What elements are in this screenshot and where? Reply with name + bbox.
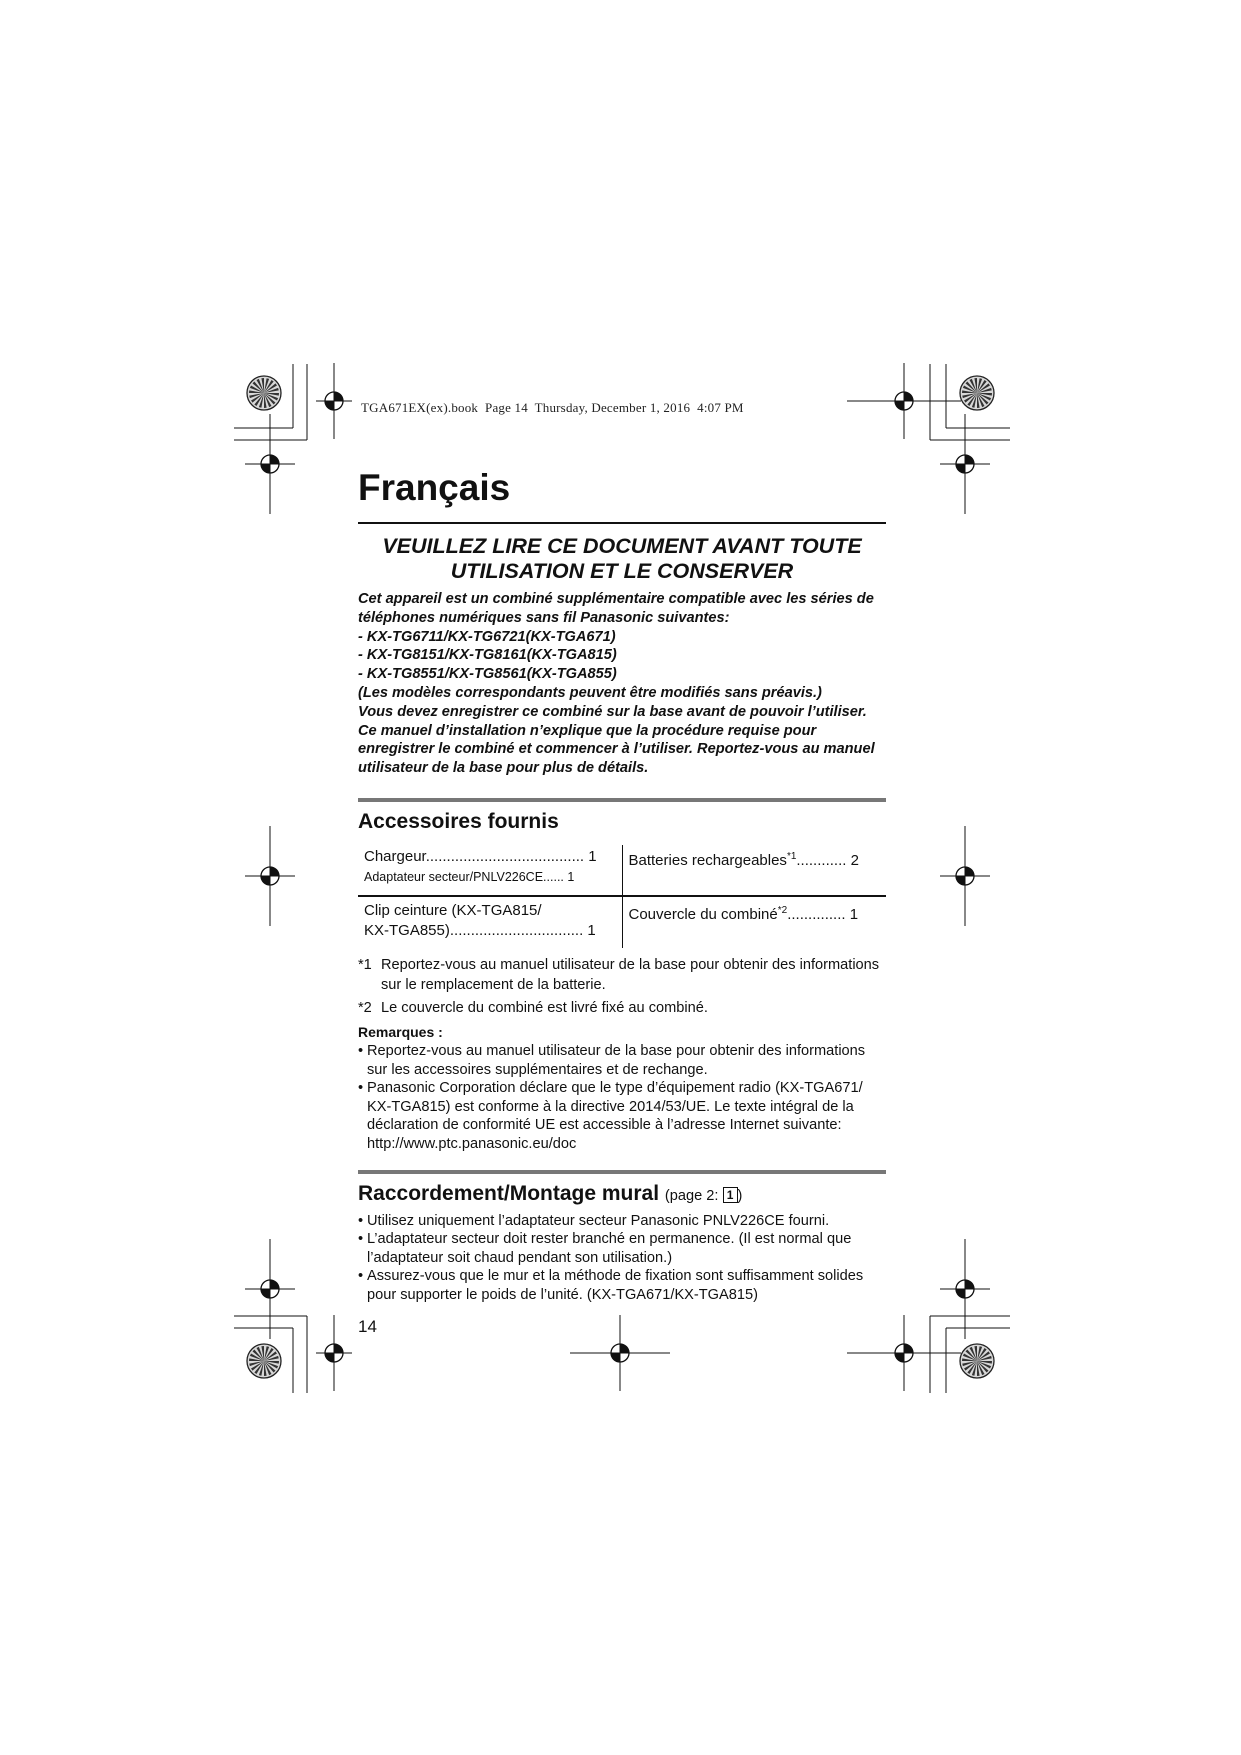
- accessory-qty: 1: [588, 847, 597, 865]
- footnote-mark: *2: [358, 999, 372, 1016]
- registration-mark: [940, 1239, 990, 1339]
- list-item: • Utilisez uniquement l’adaptateur secteur Panasonic PNLV226CE fourni.: [358, 1212, 886, 1231]
- registration-mark: [316, 1315, 352, 1391]
- registration-mark: [847, 363, 961, 439]
- intro-line: Vous devez enregistrer ce combiné sur la base avant de pouvoir l’utiliser.: [358, 703, 867, 720]
- connection-heading: [358, 1182, 886, 1208]
- accessories-heading: Accessoires fournis: [358, 809, 559, 833]
- footnotes: [358, 955, 886, 1018]
- notice-heading: [358, 534, 886, 584]
- table-cell: [358, 845, 622, 896]
- table-cell: [622, 896, 886, 948]
- accessory-item: [629, 901, 881, 925]
- footnote-text: Le couvercle du combiné est livré fixé au combiné.: [381, 999, 708, 1016]
- accessory-qty: 1: [849, 905, 859, 923]
- connection-list: [358, 1212, 886, 1305]
- list-item: • L’adaptateur secteur doit rester branché en permanence. (Il est normal que l’adaptateur soit chaud pendant son utilisation.): [358, 1230, 886, 1267]
- page-title: Français: [358, 467, 511, 508]
- page-reference: [665, 1188, 742, 1204]
- accessory-qty: 2: [850, 851, 859, 869]
- accessory-item: [364, 867, 616, 887]
- intro-line: - KX-TG8151/KX-TG8161(KX-TGA815): [358, 647, 617, 664]
- accessory-name: Couvercle du combiné: [628, 905, 778, 923]
- table-cell: [622, 845, 886, 896]
- intro-line: téléphones numériques sans fil Panasonic suivantes:: [358, 609, 730, 626]
- footnote: [358, 955, 886, 975]
- figure-number-box: 1: [723, 1187, 738, 1203]
- intro-paragraph: [358, 590, 886, 778]
- table-cell: [358, 896, 622, 948]
- accessory-item: [364, 847, 616, 867]
- intro-line: - KX-TG8551/KX-TG8561(KX-TGA855): [358, 666, 617, 683]
- registration-mark: [316, 363, 352, 439]
- accessory-item: [629, 847, 881, 871]
- notice-heading-line: UTILISATION ET LE CONSERVER: [450, 559, 794, 583]
- accessory-name: Batteries rechargeables: [628, 851, 787, 869]
- accessory-name: Chargeur: [364, 847, 426, 865]
- remarks-list: [358, 1042, 886, 1154]
- color-target: [247, 376, 281, 410]
- intro-line: enregistrer le combiné et commencer à l’utiliser. Reportez-vous au manuel: [358, 741, 875, 758]
- accessory-name: Clip ceinture (KX-TGA815/: [364, 901, 542, 919]
- ref-suffix: ): [737, 1187, 743, 1204]
- remarks-heading: Remarques :: [358, 1023, 443, 1040]
- accessory-qty: 1: [567, 869, 575, 884]
- leader-dots: ......: [543, 869, 564, 884]
- accessories-table: [358, 845, 886, 948]
- footnote-ref: *1: [786, 850, 797, 862]
- accessory-item: [364, 901, 616, 941]
- footnote-ref: *2: [777, 904, 788, 916]
- intro-line: - KX-TG6711/KX-TG6721(KX-TGA671): [358, 628, 616, 645]
- registration-mark: [245, 414, 295, 514]
- page-number: 14: [358, 1316, 377, 1336]
- intro-line: Ce manuel d’installation n’explique que la procédure requise pour: [358, 722, 817, 739]
- running-head: TGA671EX(ex).book Page 14 Thursday, December 1, 2016 4:07 PM: [361, 400, 744, 415]
- registration-mark: [245, 1239, 295, 1339]
- footnote-text: Reportez-vous au manuel utilisateur de la base pour obtenir des informations: [381, 956, 880, 973]
- accessory-name: Adaptateur secteur/PNLV226CE: [364, 869, 544, 884]
- registration-mark: [940, 826, 990, 926]
- color-target: [960, 1344, 994, 1378]
- leader-dots: ................................: [449, 921, 584, 939]
- intro-line: utilisateur de la base pour plus de détails.: [358, 760, 649, 777]
- title-rule: [358, 522, 886, 524]
- color-target: [960, 376, 994, 410]
- footnote: [358, 998, 886, 1018]
- leader-dots: ..............: [787, 905, 846, 923]
- intro-line: (Les modèles correspondants peuvent être modifiés sans préavis.): [358, 684, 822, 701]
- page-content: [358, 462, 886, 1337]
- leader-dots: ......................................: [425, 847, 585, 865]
- connection-title: Raccordement/Montage mural: [358, 1181, 660, 1205]
- list-item: • Reportez-vous au manuel utilisateur de la base pour obtenir des informations sur les accessoires supplémentaires et de rechange.: [358, 1042, 886, 1079]
- accessory-qty: 1: [587, 921, 596, 939]
- intro-line: Cet appareil est un combiné supplémentaire compatible avec les séries de: [358, 591, 874, 607]
- notice-heading-line: VEUILLEZ LIRE CE DOCUMENT AVANT TOUTE: [382, 534, 862, 558]
- table-row: [358, 896, 886, 948]
- list-item: • Assurez-vous que le mur et la méthode de fixation sont suffisamment solides pour supporter le poids de l’unité. (KX-TGA671/KX-TGA815): [358, 1267, 886, 1304]
- leader-dots: ............: [796, 851, 847, 869]
- ref-prefix: (page 2:: [664, 1187, 723, 1204]
- footnote-text-cont: sur le remplacement de la batterie.: [381, 976, 606, 993]
- list-item: • Panasonic Corporation déclare que le type d’équipement radio (KX-TGA671/ KX-TGA815) est conforme à la directive 2014/53/UE. Le texte intégral de la déclaration de conformité UE est accessible à l’adresse Internet suivante: http://www.ptc.panasonic.eu/doc: [358, 1079, 886, 1153]
- footnote-mark: *1: [358, 956, 372, 973]
- section-rule: [358, 798, 886, 802]
- table-row: [358, 845, 886, 896]
- registration-mark: [245, 826, 295, 926]
- section-rule: [358, 1170, 886, 1174]
- color-target: [247, 1344, 281, 1378]
- registration-mark: [940, 414, 990, 514]
- accessory-name-cont: KX-TGA855): [364, 921, 450, 939]
